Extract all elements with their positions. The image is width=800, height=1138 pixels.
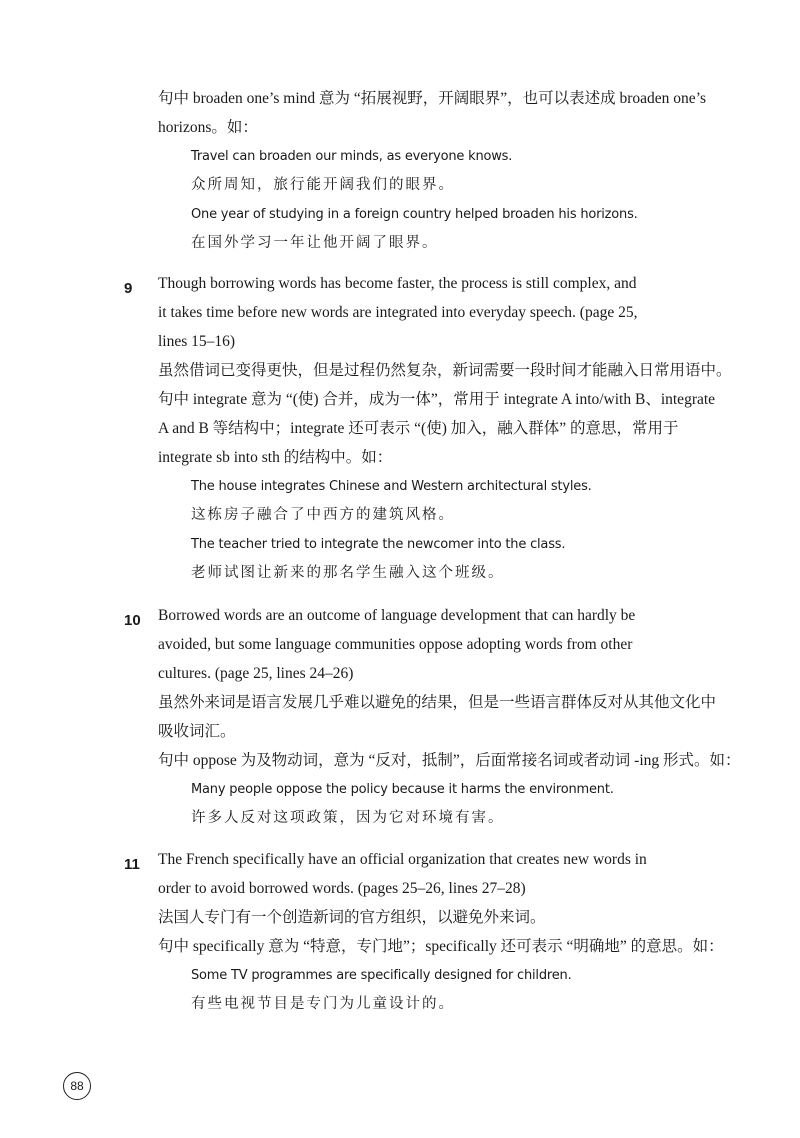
item-number: 10: [124, 612, 141, 629]
example-en: The house integrates Chinese and Western architectural styles.: [191, 479, 592, 494]
example-zh: 许多人反对这项政策，因为它对环境有害。: [191, 810, 505, 826]
item-number: 9: [124, 280, 133, 297]
explanation-line: A and B 等结构中；integrate 还可表示 “(使) 加入，融入群体” 的意思，常用于: [158, 420, 679, 437]
source-sentence-line: avoided, but some language communities oppose adopting words from other: [158, 636, 633, 653]
intro-line: horizons。如：: [158, 119, 258, 136]
example-en: Many people oppose the policy because it harms the environment.: [191, 782, 614, 797]
source-sentence-line: order to avoid borrowed words. (pages 25–26, lines 27–28): [158, 880, 526, 897]
source-sentence-line: Borrowed words are an outcome of language development that can hardly be: [158, 607, 636, 624]
example-zh: 众所周知，旅行能开阔我们的眼界。: [191, 177, 455, 193]
source-sentence-line: cultures. (page 25, lines 24–26): [158, 665, 354, 682]
example-en: The teacher tried to integrate the newcomer into the class.: [191, 537, 566, 552]
explanation-line: 句中 integrate 意为 “(使) 合并，成为一体”，常用于 integrate A into/with B、integrate: [158, 391, 716, 408]
example-zh: 有些电视节目是专门为儿童设计的。: [191, 996, 455, 1012]
explanation-line: integrate sb into sth 的结构中。如：: [158, 449, 393, 466]
example-zh: 这栋房子融合了中西方的建筑风格。: [191, 507, 455, 523]
explanation-line: 法国人专门有一个创造新词的官方组织，以避免外来词。: [158, 909, 546, 926]
source-sentence-line: The French specifically have an official organization that creates new words in: [158, 851, 647, 868]
page-number: 88: [63, 1072, 91, 1100]
explanation-line: 虽然借词已变得更快，但是过程仍然复杂，新词需要一段时间才能融入日常用语中。: [158, 362, 732, 379]
intro-section: [158, 84, 707, 258]
explanation-line: 虽然外来词是语言发展几乎难以避免的结果，但是一些语言群体反对从其他文化中: [158, 694, 717, 711]
item-11: [158, 845, 724, 1019]
item-9: [158, 269, 732, 588]
explanation-line: 句中 specifically 意为 “特意，专门地”；specifically 还可表示 “明确地” 的意思。如：: [158, 938, 724, 955]
item-10: [158, 601, 741, 833]
source-sentence-line: it takes time before new words are integrated into everyday speech. (page 25,: [158, 304, 638, 321]
example-zh: 老师试图让新来的那名学生融入这个班级。: [191, 565, 505, 581]
example-en: One year of studying in a foreign country helped broaden his horizons.: [191, 207, 638, 222]
intro-line: 句中 broaden one’s mind 意为 “拓展视野，开阔眼界”，也可以表述成 broaden one’s: [158, 90, 707, 107]
explanation-line: 吸收词汇。: [158, 723, 236, 740]
source-sentence-line: Though borrowing words has become faster, the process is still complex, and: [158, 275, 637, 292]
source-sentence-line: lines 15–16): [158, 333, 236, 350]
explanation-line: 句中 oppose 为及物动词，意为 “反对，抵制”，后面常接名词或者动词 -ing 形式。如：: [158, 752, 741, 769]
example-en: Some TV programmes are specifically designed for children.: [191, 968, 572, 983]
item-number: 11: [124, 856, 140, 873]
example-zh: 在国外学习一年让他开阔了眼界。: [191, 235, 439, 251]
example-en: Travel can broaden our minds, as everyone knows.: [191, 149, 513, 164]
